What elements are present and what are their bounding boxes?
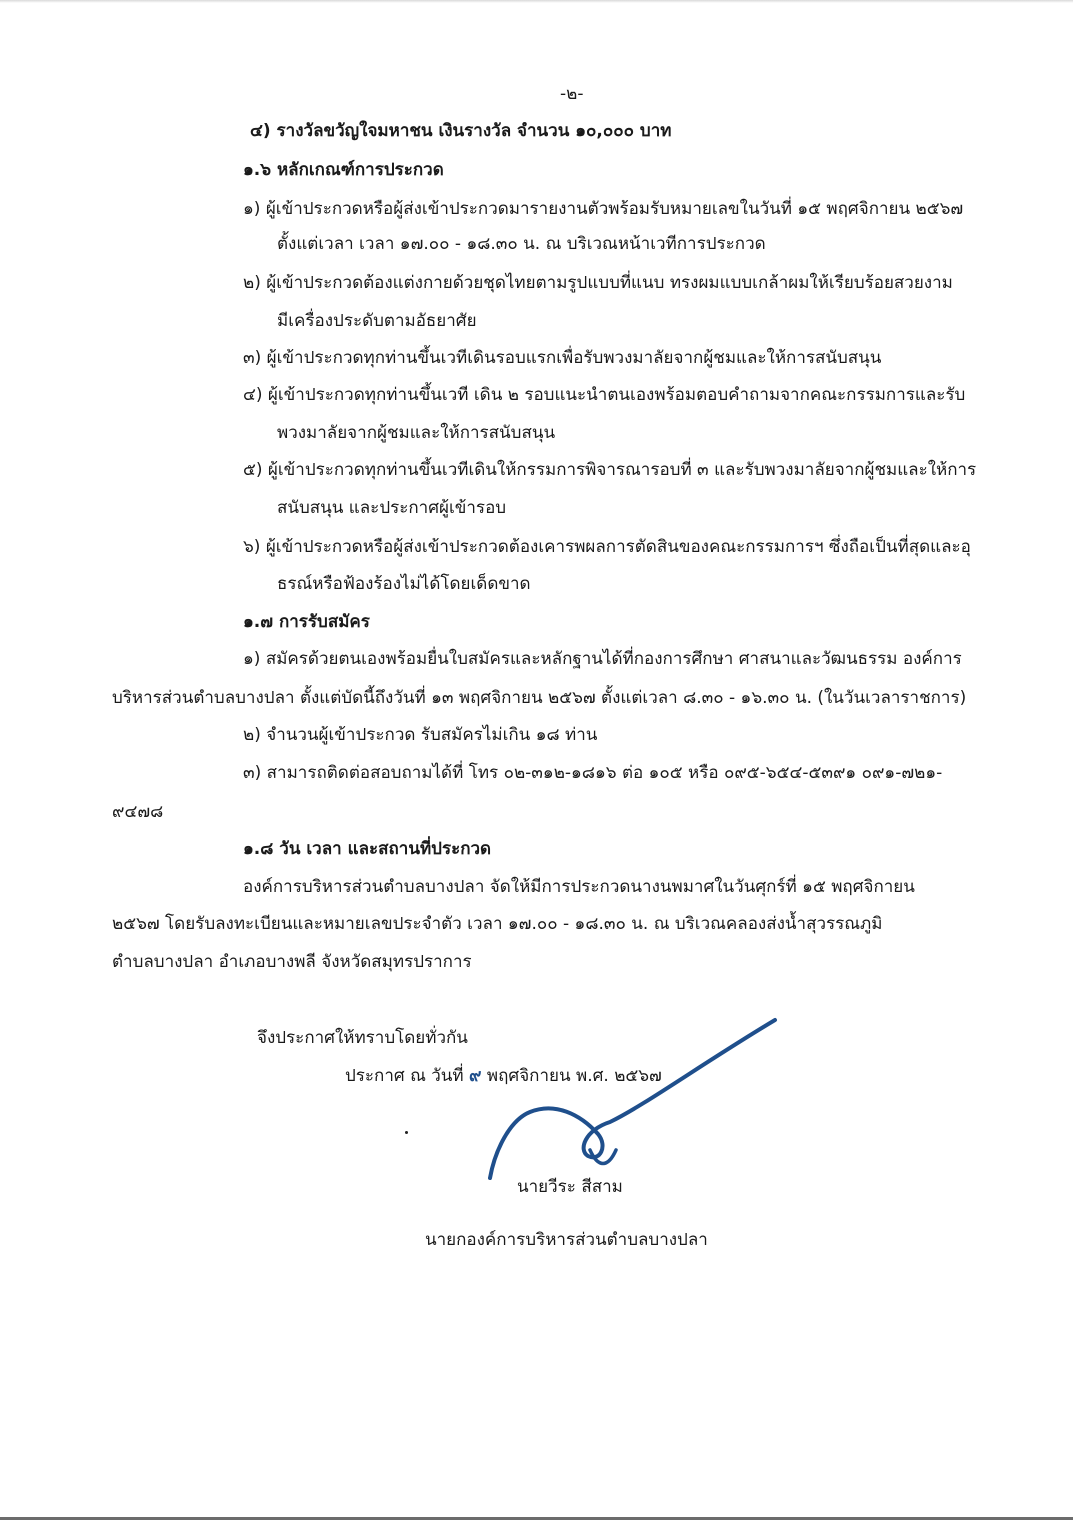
signer-name: นายวีระ สีสาม	[517, 1177, 623, 1197]
application-item-1-line2: บริหารส่วนตำบลบางปลา ตั้งแต่บัดนี้ถึงวันที่ ๑๓ พฤศจิกายน ๒๕๖๗ ตั้งแต่เวลา ๘.๓๐ - ๑๖.๓๐ น. (ในวันเวลาราชการ)	[112, 688, 967, 708]
criteria-item-5-line2: สนับสนุน และประกาศผู้เข้ารอบ	[277, 498, 507, 518]
schedule-line-3: ตำบลบางปลา อำเภอบางพลี จังหวัดสมุทรปราการ	[112, 952, 472, 972]
signer-title: นายกองค์การบริหารส่วนตำบลบางปลา	[425, 1230, 708, 1250]
criteria-item-3: ๓) ผู้เข้าประกวดทุกท่านขึ้นเวทีเดินรอบแรกเพื่อรับพวงมาลัยจากผู้ชมและให้การสนับสนุน	[243, 348, 882, 368]
criteria-item-6-line2: ธรณ์หรือฟ้องร้องไม่ได้โดยเด็ดขาด	[277, 574, 531, 594]
criteria-item-4-line2: พวงมาลัยจากผู้ชมและให้การสนับสนุน	[277, 423, 556, 443]
application-item-3-line2: ๙๔๗๘	[112, 802, 164, 822]
section-18-heading: ๑.๘ วัน เวลา และสถานที่ประกวด	[243, 839, 492, 859]
date-suffix: พฤศจิกายน พ.ศ. ๒๕๖๗	[486, 1066, 662, 1086]
page-number: -๒-	[560, 84, 584, 104]
criteria-item-1-line2: ตั้งแต่เวลา เวลา ๑๗.๐๐ - ๑๘.๓๐ น. ณ บริเวณหน้าเวทีการประกวด	[277, 234, 766, 254]
criteria-item-6-line1: ๖) ผู้เข้าประกวดหรือผู้ส่งเข้าประกวดต้องเคารพผลการตัดสินของคณะกรรมการฯ ซึ่งถือเป็นที่สุดและอุ	[243, 537, 971, 557]
criteria-item-2-line1: ๒) ผู้เข้าประกวดต้องแต่งกายด้วยชุดไทยตามรูปแบบที่แนบ ทรงผมแบบเกล้าผมให้เรียบร้อยสวยงาม	[243, 273, 953, 293]
announcement-text: จึงประกาศให้ทราบโดยทั่วกัน	[257, 1028, 468, 1048]
ink-dot	[405, 1131, 408, 1134]
schedule-line-2: ๒๕๖๗ โดยรับลงทะเบียนและหมายเลขประจำตัว เวลา ๑๗.๐๐ - ๑๘.๓๐ น. ณ บริเวณคลองส่งน้ำสุวรรณภูมิ	[112, 914, 883, 934]
criteria-item-5-line1: ๕) ผู้เข้าประกวดทุกท่านขึ้นเวทีเดินให้กรรมการพิจารณารอบที่ ๓ และรับพวงมาลัยจากผู้ชมและให้การ	[243, 460, 977, 480]
scan-edge-top	[0, 0, 1073, 3]
signature-mark	[470, 1010, 790, 1190]
date-prefix: ประกาศ ณ วันที่	[345, 1066, 464, 1086]
section-16-heading: ๑.๖ หลักเกณฑ์การประกวด	[243, 160, 444, 180]
application-item-3-line1: ๓) สามารถติดต่อสอบถามได้ที่ โทร ๐๒-๓๑๒-๑๘๑๖ ต่อ ๑๐๕ หรือ ๐๙๕-๖๕๔-๕๓๙๑ ๐๙๑-๗๒๑-	[243, 763, 943, 783]
application-item-2: ๒) จำนวนผู้เข้าประกวด รับสมัครไม่เกิน ๑๘ ท่าน	[243, 725, 598, 745]
schedule-line-1: องค์การบริหารส่วนตำบลบางปลา จัดให้มีการประกวดนางนพมาศในวันศุกร์ที่ ๑๕ พฤศจิกายน	[243, 877, 915, 897]
criteria-item-1-line1: ๑) ผู้เข้าประกวดหรือผู้ส่งเข้าประกวดมารายงานตัวพร้อมรับหมายเลขในวันที่ ๑๕ พฤศจิกายน ๒๕๖๗	[243, 199, 964, 219]
section-17-heading: ๑.๗ การรับสมัคร	[243, 612, 370, 632]
criteria-item-4-line1: ๔) ผู้เข้าประกวดทุกท่านขึ้นเวที เดิน ๒ รอบแนะนำตนเองพร้อมตอบคำถามจากคณะกรรมการและรับ	[243, 385, 966, 405]
scan-edge-bottom	[0, 1517, 1073, 1520]
prize-line: ๔) รางวัลขวัญใจมหาชน เงินรางวัล จำนวน ๑๐,๐๐๐ บาท	[250, 121, 672, 141]
application-item-1-line1: ๑) สมัครด้วยตนเองพร้อมยื่นใบสมัครและหลักฐานได้ที่กองการศึกษา ศาสนาและวัฒนธรรม องค์การ	[243, 649, 962, 669]
criteria-item-2-line2: มีเครื่องประดับตามอัธยาศัย	[277, 311, 477, 331]
date-day: ๙	[469, 1066, 482, 1086]
